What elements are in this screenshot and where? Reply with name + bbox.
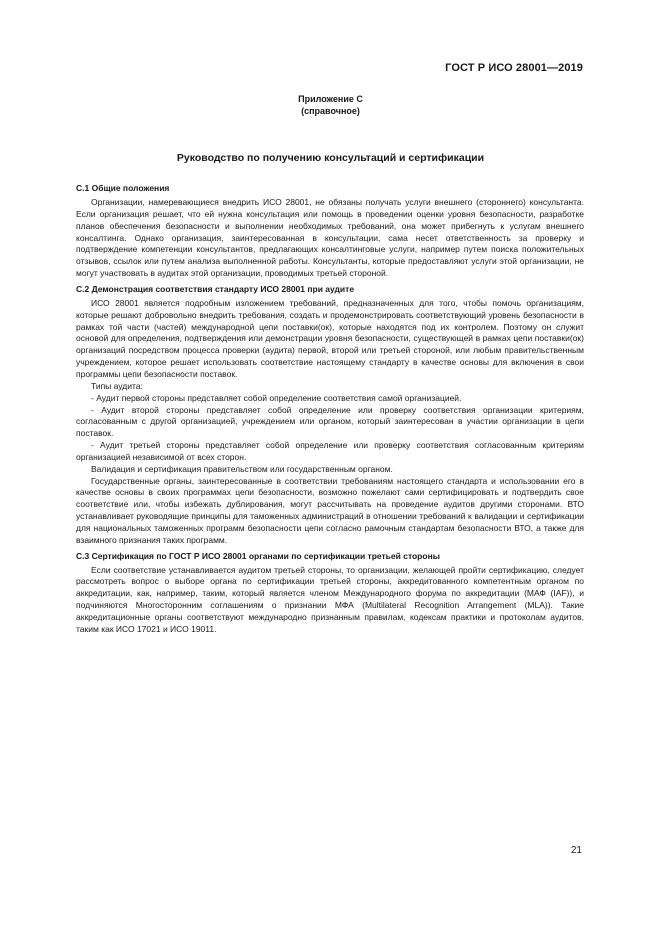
page-title: Руководство по получению консультаций и сертификации: [176, 152, 485, 164]
document-body: [76, 183, 584, 636]
section-c1: [76, 183, 584, 280]
paragraph: Государственные органы, заинтересованные в соответствии требованиям настоящего стандарта и использовании его в качестве основы в своих программах цепи безопасности, возможно пожелают сами сертифицировать и подтвердить свое соответствие или, чтобы избежать дублирования, могут рассчитывать на проведение аудитов другими сторонами. ВТО устанавливает руководящие принципы для таможенных администраций в отношении требований к валидации и сертификации для национальных таможенных программ безопасности цепи согласно рамочным стандартам безопасности ВТО, а также для взаимного признания таких программ.: [76, 475, 584, 545]
paragraph: ИСО 28001 является подробным изложением требований, предназначенных для того, чтобы помочь организациям, которые решают добровольно внедрить требования, создать и продемонстрировать соответствующий уровень безопасности в рамках той части (частей) международной цепи поставки(ок), которые находятся под их контролем. Поэтому он служит основой для определения, подтверждения или демонстрации уровня безопасности, существующей в рамках цепи поставки(ок) организаций посредством процесса проверки (аудита) первой, второй или третьей стороной, или любым правительственным учреждением, которое решает использовать соответствие настоящему стандарту в качестве основы для включения в свои программы цепи безопасности поставок.: [76, 297, 584, 379]
list-item: - Аудит первой стороны представляет собой определение соответствия самой организацией.: [91, 392, 462, 403]
page-number: 21: [570, 845, 582, 856]
document-code: ГОСТ Р ИСО 28001—2019: [445, 62, 583, 74]
paragraph: Если соответствие устанавливается аудитом третьей стороны, то организации, желающей пройти сертификацию, следует рассмотреть вопрос о выборе органа по сертификации третьей стороны, аккредитованного компетентным органом по аккредитации, как, например, таким, который является членом Международного форума по аккредитации (МАФ (IAF)), и подчиняются Многосторонним соглашениям о признании МФА (Multilateral Recognition Arrangement (MLA)). Такие аккредитационные органы соответствуют международно признанным правилам, кодексам практики и протоколам аудитов, таким как ИСО 17021 и ИСО 19011.: [76, 564, 584, 634]
appendix-heading: [0, 93, 661, 117]
paragraph: Организации, намеревающиеся внедрить ИСО 28001, не обязаны получать услуги внешнего (стороннего) консультанта. Если организация решает, что ей нужна консультация или помощь в проведении оценки уровня безопасности, разработке планов обеспечения безопасности и выполнении необходимых требований, она может прибегнуть к услугам внешнего консалтинга. Однако организация, заинтересованная в консультации, сама несет ответственность за проверку и подтверждение компетенции консультантов, предлагающих консалтинговые услуги, например путем поиска положительных отзывов, ссылок или путем анализа выполненной работы. Консультанты, которые предоставляют услуги этой организации, не могут участвовать в аудитах этой организации, проводимых третьей стороной.: [76, 197, 584, 279]
section-heading: С.1 Общие положения: [76, 183, 170, 193]
paragraph: Валидация и сертификация правительством или государственным органом.: [91, 463, 393, 474]
appendix-label: Приложение С: [298, 94, 363, 104]
paragraph: Типы аудита:: [91, 380, 143, 391]
section-c2: [76, 284, 584, 547]
section-heading: С.3 Сертификация по ГОСТ Р ИСО 28001 органами по сертификации третьей стороны: [76, 550, 440, 561]
list-item: - Аудит третьей стороны представляет собой определение или проверку соответствия согласованным критериям организацией независимой от всех сторон.: [76, 440, 584, 462]
section-heading: С.2 Демонстрация соответствия стандарту ИСО 28001 при аудите: [76, 283, 355, 294]
list-item: - Аудит второй стороны представляет собой определение или проверку соответствия организации критериям, согласованным с другой организацией, учреждением или органом, который заинтересован в участии организации в цепи поставок.: [76, 404, 584, 439]
section-c3: [76, 551, 584, 636]
appendix-kind: (справочное): [301, 106, 360, 116]
